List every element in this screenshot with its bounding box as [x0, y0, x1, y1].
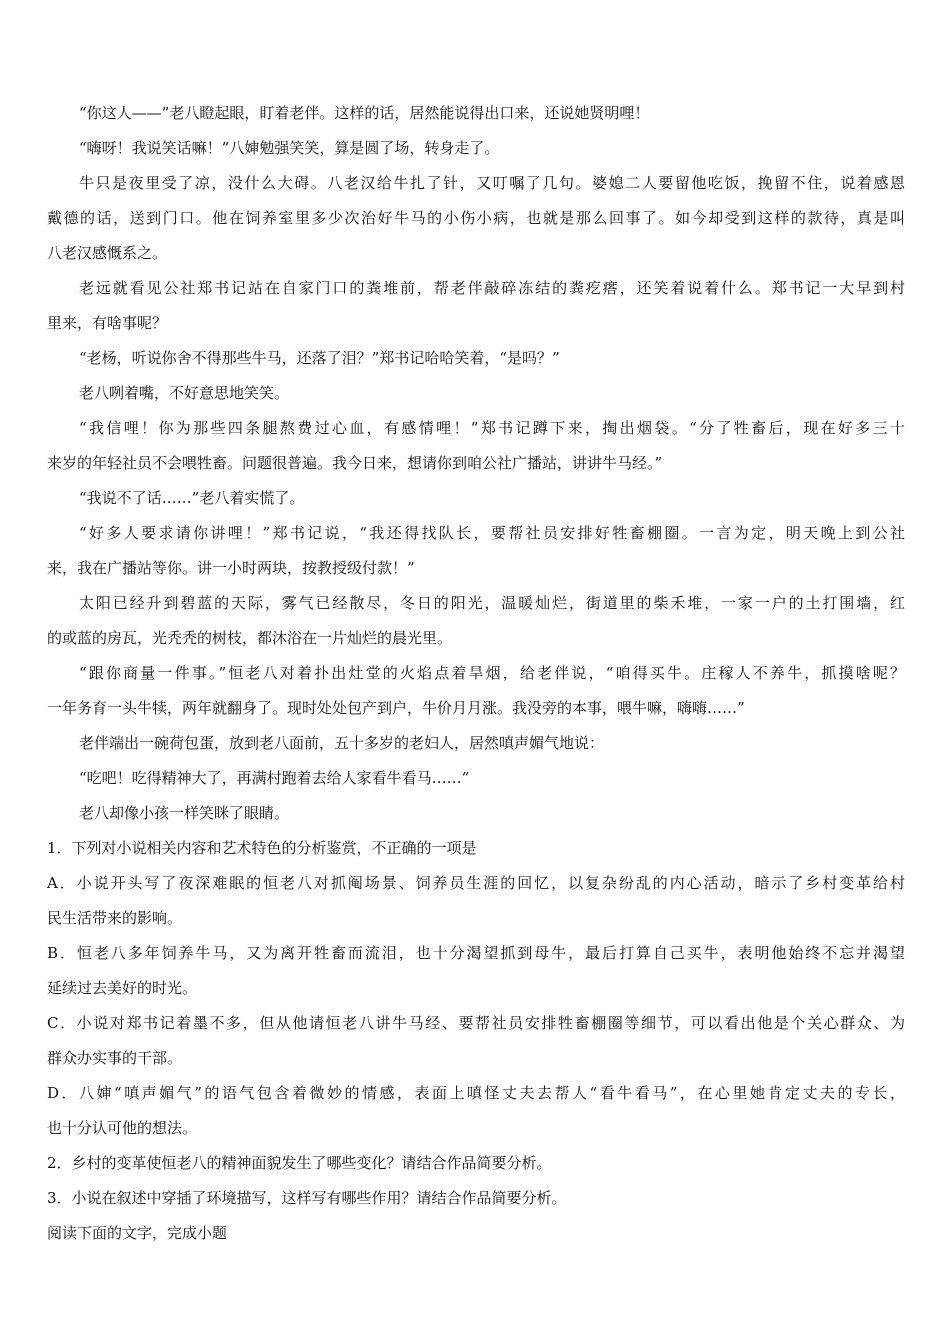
text-line: 民生活带来的影响。 — [47, 909, 183, 927]
text-line: 阅读下面的文字，完成小题 — [47, 1224, 228, 1242]
question-paragraph — [47, 1146, 905, 1181]
text-line: 延续过去美好的时光。 — [47, 979, 198, 997]
text-line: “我信哩！你为那些四条腿熬费过心血，有感情哩！”郑书记蹲下来，掏出烟袋。“分了牲畜后，现在好多三十 — [79, 419, 905, 437]
story-paragraph — [47, 481, 905, 516]
text-line: 来岁的年轻社员不会喂牲畜。问题很普遍。我今日来，想请你到咱公社广播站，讲讲牛马经。” — [47, 454, 663, 472]
text-line: 一年务育一头牛犊，两年就翻身了。现时处处包产到户，牛价月月涨。我没旁的本事，喂牛嘛，嗨嗨……” — [47, 699, 745, 717]
text-line: 的或蓝的房瓦，光秃秃的树枝，都沐浴在一片灿烂的晨光里。 — [47, 629, 453, 647]
story-paragraph — [47, 341, 905, 376]
text-line: 太阳已经升到碧蓝的天际，雾气已经散尽，冬日的阳光，温暖灿烂，街道里的柴禾堆，一家一户的土打围墙，红 — [79, 594, 905, 612]
text-line: 牛只是夜里受了凉，没什么大碍。八老汉给牛扎了针，又叮嘱了几句。婆媳二人要留他吃饭，挽留不住，说着感恩 — [79, 174, 905, 192]
text-line: “老杨，听说你舍不得那些牛马，还落了泪？”郑书记哈哈笑着，“是吗？” — [79, 349, 560, 367]
text-line: B．恒老八多年饲养牛马，又为离开牲畜而流泪，也十分渴望抓到母牛，最后打算自己买牛，表明他始终不忘并渴望 — [47, 944, 905, 962]
story-paragraph — [47, 516, 905, 586]
text-line: D．八婶“嗔声媚气”的语气包含着微妙的情感，表面上嗔怪丈夫去帮人“看牛看马”，在心里她肯定丈夫的专长， — [47, 1084, 905, 1102]
story-paragraph — [47, 376, 905, 411]
text-line: “吃吧！吃得精神大了，再满村跑着去给人家看牛看马……” — [79, 769, 470, 787]
question-paragraph — [47, 831, 905, 866]
question-paragraph — [47, 936, 905, 1006]
text-line: 老八咧着嘴，不好意思地笑笑。 — [79, 384, 290, 402]
text-line: 群众办实事的干部。 — [47, 1049, 183, 1067]
text-line: “我说不了话……”老八着实慌了。 — [79, 489, 305, 507]
story-paragraph — [47, 166, 905, 271]
story-paragraph — [47, 656, 905, 726]
story-paragraph — [47, 586, 905, 656]
question-paragraph — [47, 1076, 905, 1146]
story-paragraph — [47, 131, 905, 166]
story-paragraph — [47, 96, 905, 131]
text-line: 1．下列对小说相关内容和艺术特色的分析鉴赏，不正确的一项是 — [47, 839, 477, 857]
text-line: 也十分认可他的想法。 — [47, 1119, 198, 1137]
question-paragraph — [47, 866, 905, 936]
text-line: 八老汉感慨系之。 — [47, 244, 168, 262]
text-line: “好多人要求请你讲哩！”郑书记说，“我还得找队长，要帮社员安排好牲畜棚圈。一言为定，明天晚上到公社 — [79, 524, 905, 542]
document-body — [47, 96, 905, 1251]
text-line: A．小说开头写了夜深难眠的恒老八对抓阄场景、饲养员生涯的回忆，以复杂纷乱的内心活动，暗示了乡村变革给村 — [47, 874, 905, 892]
story-paragraph — [47, 411, 905, 481]
story-paragraph — [47, 796, 905, 831]
text-line: 2．乡村的变革使恒老八的精神面貌发生了哪些变化？请结合作品简要分析。 — [47, 1154, 552, 1172]
text-line: “嗨呀！我说笑话嘛！”八婶勉强笑笑，算是圆了场，转身走了。 — [79, 139, 500, 157]
text-line: “跟你商量一件事。”恒老八对着扑出灶堂的火焰点着旱烟，给老伴说，“咱得买牛。庄稼人不养牛，抓摸啥呢？ — [79, 664, 905, 682]
story-paragraph — [47, 271, 905, 341]
story-paragraph — [47, 726, 905, 761]
text-line: 来，我在广播站等你。讲一小时两块，按教授级付款！” — [47, 559, 415, 577]
text-line: 3．小说在叙述中穿插了环境描写，这样写有哪些作用？请结合作品简要分析。 — [47, 1189, 567, 1207]
text-line: 里来，有啥事呢？ — [47, 314, 168, 332]
text-line: 老八却像小孩一样笑眯了眼睛。 — [79, 804, 290, 822]
text-line: 老远就看见公社郑书记站在自家门口的粪堆前，帮老伴敲碎冻结的粪疙瘩，还笑着说着什么。郑书记一大早到村 — [79, 279, 905, 297]
text-line: C．小说对郑书记着墨不多，但从他请恒老八讲牛马经、要帮社员安排牲畜棚圈等细节，可以看出他是个关心群众、为 — [47, 1014, 905, 1032]
question-paragraph — [47, 1006, 905, 1076]
story-paragraph — [47, 761, 905, 796]
question-paragraph — [47, 1181, 905, 1216]
text-line: 戴德的话，送到门口。他在饲养室里多少次治好牛马的小伤小病，也就是那么回事了。如今却受到这样的款待，真是叫 — [47, 209, 905, 227]
text-line: 老伴端出一碗荷包蛋，放到老八面前，五十多岁的老妇人，居然嗔声媚气地说： — [79, 734, 605, 752]
text-line: “你这人——”老八瞪起眼，盯着老伴。这样的话，居然能说得出口来，还说她贤明哩！ — [79, 104, 650, 122]
question-paragraph — [47, 1216, 905, 1251]
